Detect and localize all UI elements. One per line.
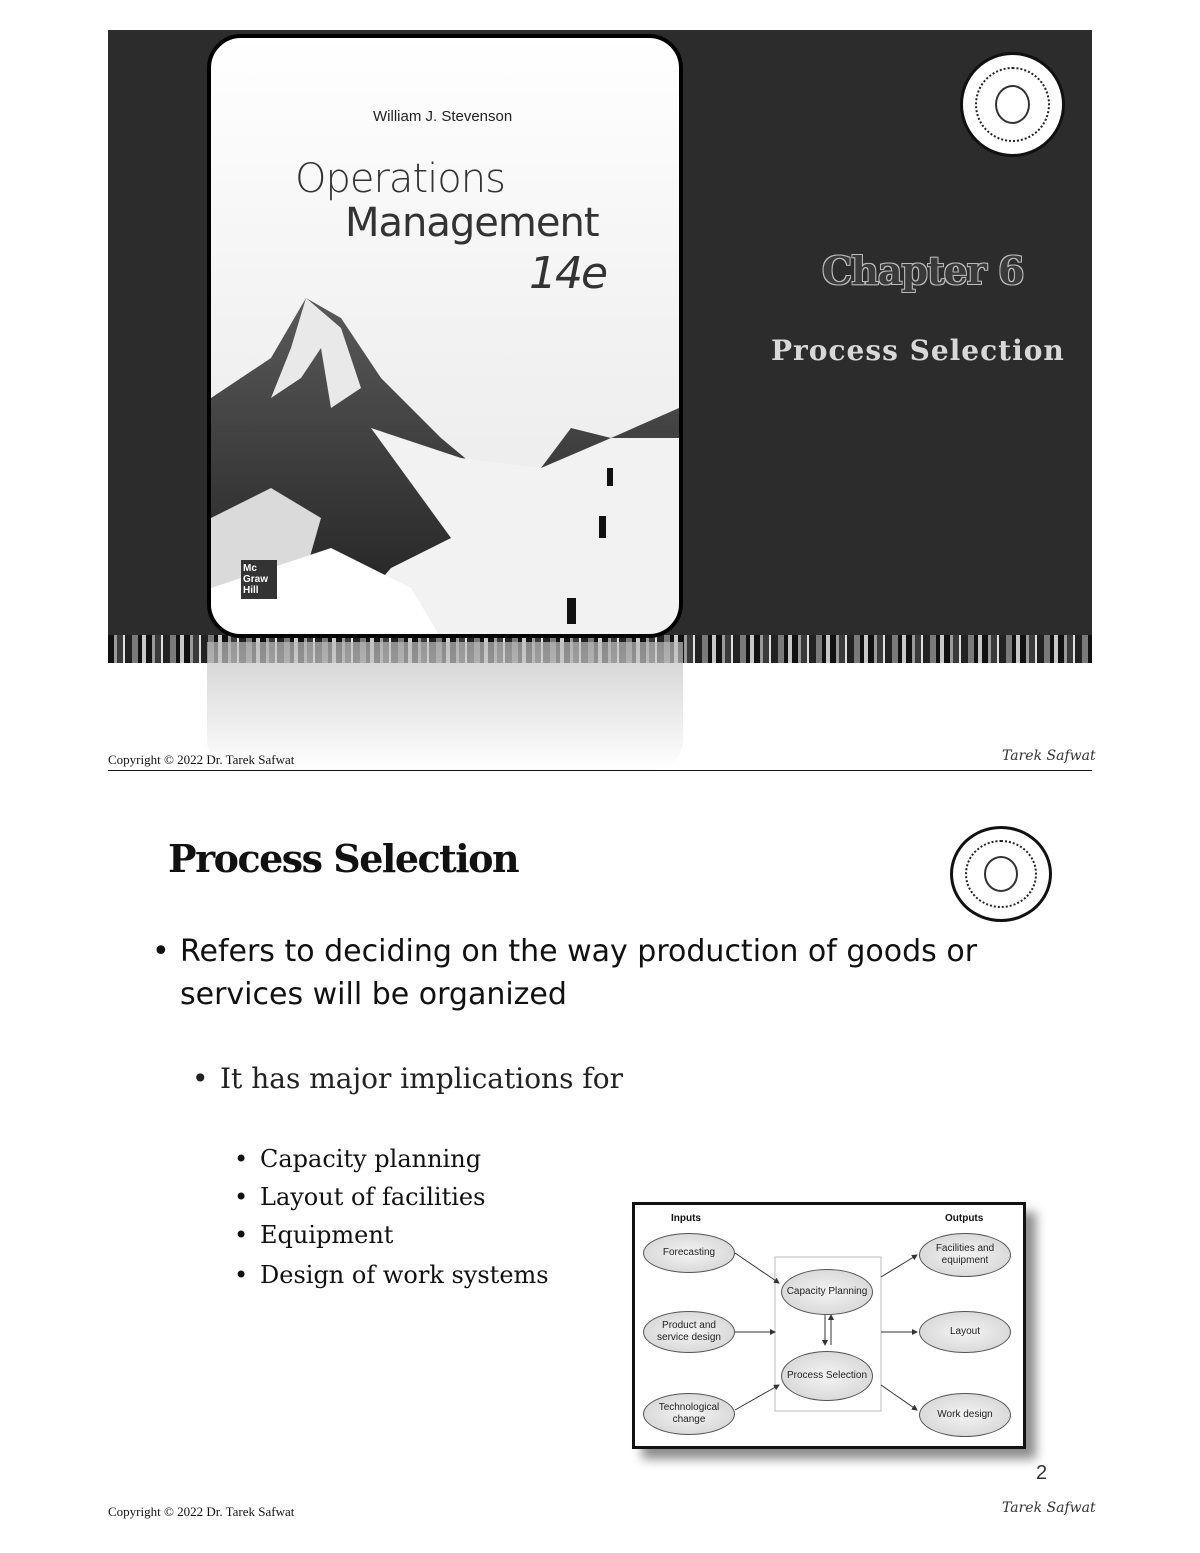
- input-forecasting: Forecasting: [643, 1233, 735, 1273]
- list-item-text: Capacity planning: [260, 1145, 482, 1173]
- cover-reflection: [207, 642, 683, 770]
- cover-title-line1: Operations: [295, 156, 505, 202]
- list-item-text: Design of work systems: [260, 1261, 549, 1289]
- output-layout: Layout: [919, 1311, 1011, 1353]
- chapter-heading: Chapter 6: [822, 248, 1024, 293]
- cover-edition: 14e: [529, 248, 607, 299]
- sub-bullet-text: It has major implications for: [220, 1062, 623, 1095]
- inputs-label: Inputs: [671, 1213, 701, 1224]
- university-seal-logo-2: [950, 826, 1052, 922]
- outputs-label: Outputs: [945, 1213, 984, 1224]
- book-cover: [207, 34, 683, 638]
- main-bullet-text: Refers to deciding on the way production of goods or services will be organized: [180, 934, 978, 1012]
- publisher-logo: Mc Graw Hill: [241, 560, 277, 599]
- cover-author: William J. Stevenson: [373, 108, 513, 125]
- mountain-image: [211, 288, 679, 638]
- process-selection-diagram: [632, 1202, 1026, 1449]
- copyright-footer: Copyright © 2022 Dr. Tarek Safwat: [108, 752, 295, 767]
- cover-title-line2: Management: [345, 200, 599, 246]
- list-item-text: Layout of facilities: [260, 1183, 486, 1211]
- bullet-dot-icon: •: [192, 1062, 209, 1095]
- center-process-selection: Process Selection: [781, 1351, 873, 1401]
- university-seal-logo: [960, 52, 1065, 157]
- copyright-footer-2: Copyright © 2022 Dr. Tarek Safwat: [108, 1504, 295, 1519]
- list-item: • Design of work systems: [234, 1261, 549, 1289]
- output-work-design: Work design: [919, 1393, 1011, 1437]
- bullet-dot-icon: •: [152, 934, 170, 969]
- signature: Tarek Safwat: [1002, 748, 1096, 764]
- page-number: 2: [1036, 1462, 1048, 1484]
- sub-bullet: [192, 1062, 623, 1095]
- slide-title: Process Selection: [168, 836, 519, 881]
- output-facilities: Facilities and equipment: [919, 1233, 1011, 1277]
- input-technological-change: Technological change: [643, 1393, 735, 1435]
- center-capacity-planning: Capacity Planning: [781, 1269, 873, 1315]
- input-product-design: Product and service design: [643, 1311, 735, 1353]
- slide-divider: [108, 770, 1092, 771]
- chapter-subtitle: Process Selection: [771, 334, 1065, 367]
- list-item-text: Equipment: [260, 1221, 394, 1249]
- signature-2: Tarek Safwat: [1002, 1500, 1096, 1516]
- list-item: • Equipment: [234, 1221, 394, 1249]
- main-bullet: [152, 930, 1012, 1016]
- list-item: • Capacity planning: [234, 1145, 482, 1173]
- list-item: • Layout of facilities: [234, 1183, 486, 1211]
